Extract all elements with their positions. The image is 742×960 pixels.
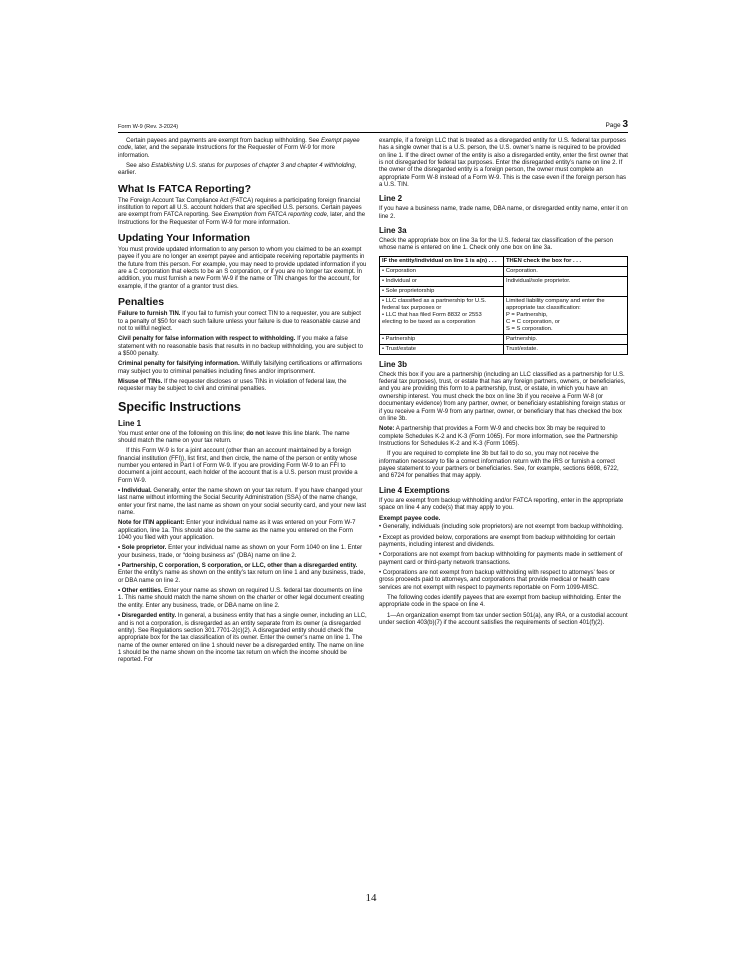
table-row — [380, 334, 628, 344]
right-column — [379, 138, 628, 668]
page-header — [118, 116, 628, 133]
line2-paragraph: If you have a business name, trade name, DBA name, or disregarded entity name, enter it on line 2. — [379, 206, 628, 220]
page-number: 3 — [622, 119, 628, 130]
exempt-payee-heading: Exempt payee code. — [379, 515, 441, 523]
exempt-bullet: • Corporations are not exempt from backup withholding with respect to attorneys’ fees or gross proceeds paid to attorneys, and corporations that provide medical or health care services are not exempt with respect to payments reportable on Form 1099-MISC. — [379, 570, 615, 591]
exempt-bullet: • Except as provided below, corporations are exempt from backup withholding for certain payments, including interest and dividends. — [379, 534, 616, 548]
form-id: Form W-9 (Rev. 3-2024) — [118, 124, 179, 130]
table-cell: • LLC classified as a partnership for U.S. federal tax purposes or • LLC that has filed Form 8832 or 2553 electing to be taxed as a corporation — [380, 296, 504, 334]
table-row — [380, 344, 628, 354]
line4-heading: Line 4 Exemptions — [379, 485, 450, 495]
table-row — [380, 296, 628, 334]
table-cell: • Individual or • Sole proprietorship — [380, 276, 504, 296]
failure-paragraph: Failure to furnish TIN. If you fail to furnish your correct TIN to a requester, you are subject to a penalty of $50 for each such failure unless your failure is due to reasonable cause and not to willful neglect. — [118, 311, 361, 332]
line1-heading: Line 1 — [118, 418, 142, 428]
required-paragraph: If you are required to complete line 3b but fail to do so, you may not receive the information necessary to file a correct information return with the IRS or furnish a correct payee statement to your partners or beneficiaries. See, for example, sections 6698, 6722, and 6724 for penalties that may apply. — [379, 451, 619, 480]
updating-heading: Updating Your Information — [118, 232, 251, 245]
table-cell: • Partnership — [380, 334, 504, 344]
line2-heading: Line 2 — [379, 194, 403, 204]
line3a-heading: Line 3a — [379, 226, 407, 236]
codes-paragraph: The following codes identify payees that are exempt from backup withholding. Enter the appropriate code in the space on line 4. — [379, 595, 621, 609]
line3b-paragraph: Check this box if you are a partnership (including an LLC classified as a partnership for U.S. federal tax purposes), trust, or estate that has any foreign partners, owners, or beneficiaries, and you are providing this form to a partnership, trust, or estate, in which you have an ownership interest. You must check the box on line 3b if you receive a Form W-8 (or documentary evidence) from any partner, owner, or beneficiary establishing foreign status or if you receive a Form W-9 from any partner, owner, or beneficiary that has checked the box on line 3b. — [379, 371, 626, 422]
specific-instructions-heading: Specific Instructions — [118, 399, 241, 414]
classification-table — [379, 256, 628, 355]
other-entities-paragraph: • Other entities. Enter your name as shown on required U.S. federal tax documents on line 1. This name should match the name shown on the charter or other legal document creating the entity. Enter any business, trade, or DBA name on line 2. — [118, 588, 364, 609]
table-cell: Limited liability company and enter the appropriate tax classification: P = Partnership, C = C corporation, or S = S corporation. — [504, 296, 628, 334]
table-header-cell: THEN check the box for . . . — [504, 256, 628, 266]
line3b-heading: Line 3b — [379, 359, 408, 369]
page-label-text: Page — [605, 122, 621, 129]
exempt-bullet: • Corporations are not exempt from backup withholding for payments made in settlement of payment card or third-party network transactions. — [379, 552, 623, 566]
line3a-paragraph: Check the appropriate box on line 3a for the U.S. federal tax classification of the person whose name is entered on line 1. Check only one box on line 3a. — [379, 238, 613, 252]
civil-penalty-paragraph: Civil penalty for false information with respect to withholding. If you make a false statement with no reasonable basis that results in no backup withholding, you are subject to a $500 penalty. — [118, 336, 364, 357]
table-row — [380, 276, 628, 296]
left-column — [118, 138, 367, 668]
backup-paragraph: Certain payees and payments are exempt from backup withholding. See Exempt payee code, later, and the separate Instructions for the Requester of Form W-9 for more information. — [118, 138, 360, 159]
table-cell: Trust/estate. — [504, 344, 628, 354]
table-row — [380, 266, 628, 276]
table-cell: Partnership. — [504, 334, 628, 344]
individual-paragraph: • Individual. Generally, enter the name shown on your tax return. If you have changed your last name without informing the Social Security Administration (SSA) of the name change, enter your first name, the last name as shown on your social security card, and your new last name. — [118, 488, 367, 517]
page-footer-number: 14 — [365, 892, 377, 904]
line4-paragraph: If you are exempt from backup withholding and/or FATCA reporting, enter in the appropriate space on line 4 any code(s) that may apply to you. — [379, 497, 624, 511]
table-cell: Individual/sole proprietor. — [504, 276, 628, 296]
updating-paragraph: You must provide updated information to any person to whom you claimed to be an exempt payee if you are no longer an exempt payee and anticipate receiving reportable payments in the future from this person. For example, you may need to provide updated information if you are a C corporation that elects to be an S corporation, or if you are no longer tax exempt. In addition, you must furnish a new Form W-9 if the name or TIN changes for the account, for example, if the grantor of a grantor trust dies. — [118, 247, 367, 290]
table-cell: • Trust/estate — [380, 344, 504, 354]
example-paragraph: example, if a foreign LLC that is treated as a disregarded entity for U.S. federal tax purposes has a single owner that is a U.S. person, the U.S. owner’s name is required to be provided on line 1. If the direct owner of the entity is also a disregarded entity, enter the first owner that is not disregarded for federal tax purposes. Enter the disregarded entity’s name on line 2. If the owner of the disregarded entity is a foreign person, the owner must complete an appropriate Form W-8 instead of a Form W-9. This is the case even if the foreign person has a U.S. TIN. — [379, 138, 628, 189]
exempt-bullet: • Generally, individuals (including sole proprietors) are not exempt from backup withholding. — [379, 524, 624, 531]
see-also-paragraph: See also Establishing U.S. status for purposes of chapter 3 and chapter 4 withholding, earlier. — [118, 163, 357, 177]
criminal-penalty-paragraph: Criminal penalty for falsifying information. Willfully falsifying certifications or affirmations may subject you to criminal penalties including fines and/or imprisonment. — [118, 361, 363, 375]
table-header-row — [380, 256, 628, 266]
joint-account-paragraph: If this Form W-9 is for a joint account (other than an account maintained by a foreign financial institution (FFI)), list first, and then circle, the name of the person or entity whose number you entered in Part I of Form W-9. If you are providing Form W-9 to an FFI to document a joint account, each holder of the account that is a U.S. person must provide a Form W-9. — [118, 448, 358, 484]
partnership-paragraph: • Partnership, C corporation, S corporation, or LLC, other than a disregarded entity. Enter the entity’s name as shown on the entity’s tax return on line 1 and any business, trade, or DBA name on line 2. — [118, 563, 366, 584]
form-page — [118, 116, 628, 886]
misuse-paragraph: Misuse of TINs. If the requester discloses or uses TINs in violation of federal law, the requester may be subject to civil and criminal penalties. — [118, 378, 347, 393]
disregarded-entity-paragraph: • Disregarded entity. In general, a business entity that has a single owner, including an LLC, and is not a corporation, is disregarded as an entity separate from its owner (a disregarded entity). See Regulations section 301.7701-2(c)(2). A disregarded entity should check the appropriate box for the tax classification of its owner. Enter the owner’s name on line 1. The name of the owner entered on line 1 should never be a disregarded entity. The name on line 1 should be the name shown on the income tax return on which the income should be reported. For — [118, 613, 367, 664]
fatca-paragraph: The Foreign Account Tax Compliance Act (FATCA) requires a participating foreign financial institution to report all U.S. account holders that are specified U.S. persons. Certain payees are exempt from FATCA reporting. See Exemption from FATCA reporting code, later, and the Instructions for the Requester of Form W-9 for more information. — [118, 197, 366, 226]
itin-paragraph: Note for ITIN applicant: Enter your individual name as it was entered on your Form W-7 application, line 1a. This should also be the same as the name you entered on the Form 1040 you filed with your application. — [118, 520, 356, 542]
sole-proprietor-paragraph: • Sole proprietor. Enter your individual name as shown on your Form 1040 on line 1. Enter your business, trade, or “doing business as” (DBA) name on line 2. — [118, 545, 363, 559]
penalties-heading: Penalties — [118, 296, 165, 309]
table-header-cell: IF the entity/individual on line 1 is a(n) . . . — [380, 256, 504, 266]
table-cell: • Corporation — [380, 266, 504, 276]
page-label — [605, 119, 628, 130]
fatca-heading: What Is FATCA Reporting? — [118, 182, 251, 195]
table-cell: Corporation. — [504, 266, 628, 276]
code1-paragraph: 1—An organization exempt from tax under section 501(a), any IRA, or a custodial account under section 403(b)(7) if the account satisfies the requirements of section 401(f)(2). — [379, 612, 628, 627]
line1-paragraph: You must enter one of the following on this line; do not leave this line blank. The name should match the name on your tax return. — [118, 430, 350, 444]
note-paragraph: Note: A partnership that provides a Form W-9 and checks box 3b may be required to complete Schedules K-2 and K-3 (Form 1065). For more information, see the Partnership Instructions for Schedules K-2 and K-3 (Form 1065). — [379, 426, 618, 447]
